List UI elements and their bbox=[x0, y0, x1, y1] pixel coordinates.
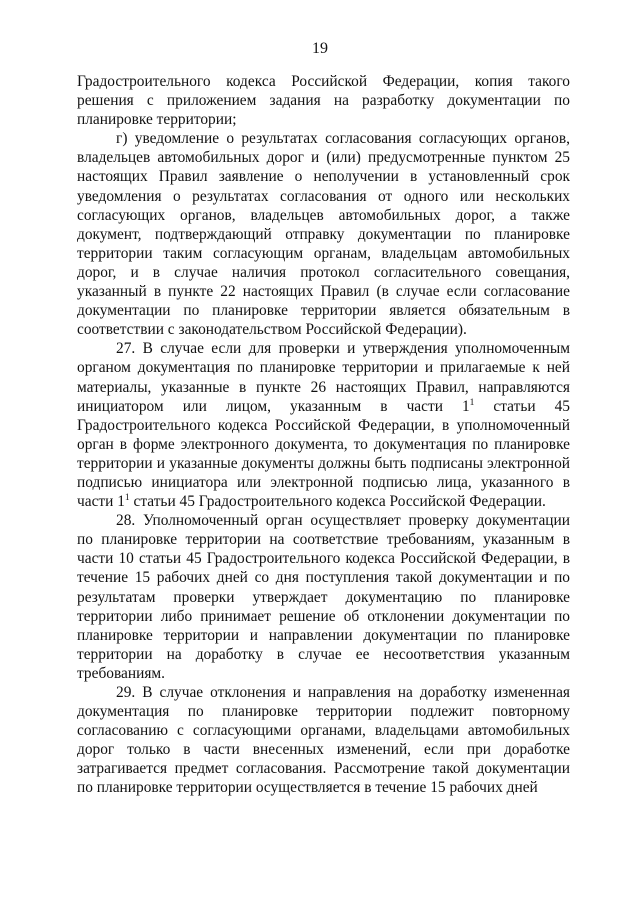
paragraph-27-text-a: 27. В случае если для проверки и утверждения уполномоченным органом документация по планировке территории и прилагаемые к ней материалы, указанные в пункте 26 настоящих Правил, направляются инициатором или лицом, указанным в части 1 bbox=[77, 340, 570, 415]
paragraph-27-text-b: статьи 45 Градостроительного кодекса Российской Федерации, в уполномоченный орган в форме электронного документа, то документация по планировке территории и указанные документы должны быть подписаны электронной подписью инициатора или электронной подписью лица, указанного в части 1 bbox=[77, 397, 570, 511]
paragraph-27-text-c: статьи 45 Градостроительного кодекса Российской Федерации. bbox=[129, 493, 546, 511]
document-body bbox=[77, 72, 570, 798]
paragraph-item-g: г) уведомление о результатах согласования согласующих органов, владельцев автомобильных дорог и (или) предусмотренные пунктом 25 настоящих Правил заявление о неполучении в установленный срок уведомления о результатах согласования от одного или нескольких согласующих органов, владельцев автомобильных дорог, а также документ, подтверждающий отправку документации по планировке территории таким согласующим органам, владельцам автомобильных дорог, и в случае наличия протокол согласительного совещания, указанный в пункте 22 настоящих Правил (в случае если согласование документации по планировке территории является обязательным в соответствии с законодательством Российской Федерации). bbox=[77, 130, 570, 339]
paragraph-28: 28. Уполномоченный орган осуществляет проверку документации по планировке территории на соответствие требованиям, указанным в части 10 статьи 45 Градостроительного кодекса Российской Федерации, в течение 15 рабочих дней со дня поступления такой документации и по результатам проверки утверждает документацию по планировке территории либо принимает решение об отклонении документации по планировке территории и направлении документации по планировке территории на доработку в случае ее несоответствия указанным требованиям. bbox=[77, 512, 570, 682]
superscript-1: 1 bbox=[469, 397, 475, 408]
paragraph-continuation: Градостроительного кодекса Российской Федерации, копия такого решения с приложением задания на разработку документации по планировке территории; bbox=[77, 73, 570, 129]
page-number: 19 bbox=[312, 40, 328, 57]
superscript-1: 1 bbox=[124, 493, 130, 504]
paragraph-27 bbox=[77, 339, 570, 511]
paragraph-29: 29. В случае отклонения и направления на доработку измененная документация по планировке территории подлежит повторному согласованию с согласующими органами, владельцами автомобильных дорог только в части внесенных изменений, если при доработке затрагивается предмет согласования. Рассмотрение такой документации по планировке территории осуществляется в течение 15 рабочих дней bbox=[77, 684, 570, 797]
